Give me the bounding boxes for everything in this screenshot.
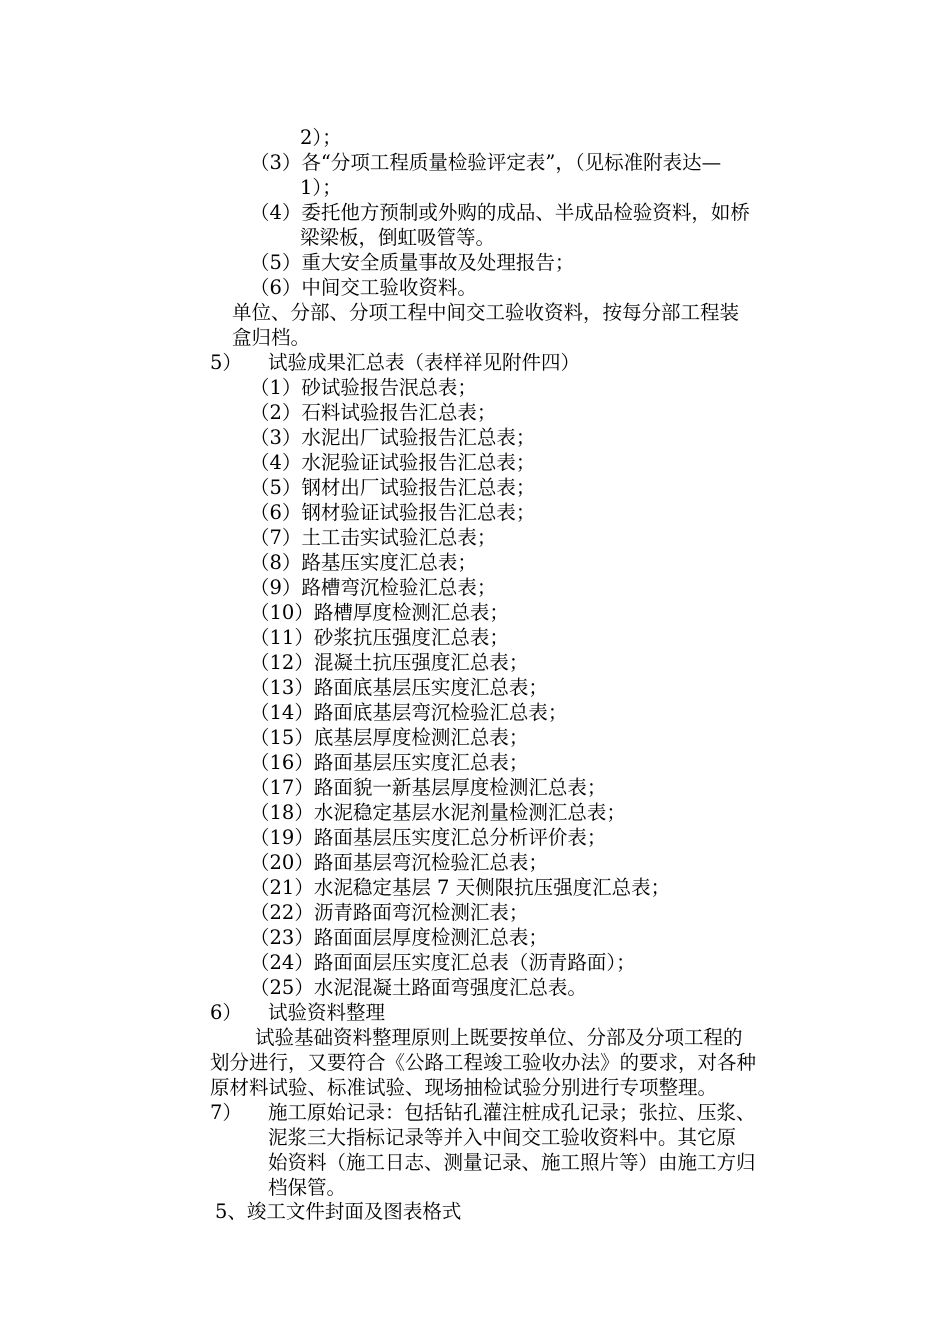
list-item: （10）路槽厚度检测汇总表； (250, 601, 509, 624)
list-item: （19）路面基层压实度汇总分析评价表； (250, 826, 607, 849)
list-item: （6）中间交工验收资料。 (250, 276, 477, 299)
list-item: （2）石料试验报告汇总表； (250, 401, 497, 424)
list-item: （7）土工击实试验汇总表； (250, 526, 497, 549)
paragraph-line: 施工原始记录：包括钻孔灌注桩成孔记录；张拉、压浆、 (268, 1101, 756, 1124)
paragraph-line: 试验基础资料整理原则上既要按单位、分部及分项工程的 (255, 1026, 743, 1049)
item-number: 7） (210, 1101, 242, 1124)
section-heading: 5、竣工文件封面及图表格式 (215, 1200, 462, 1223)
list-item: （16）路面基层压实度汇总表； (250, 751, 529, 774)
paragraph-line: 泥浆三大指标记录等并入中间交工验收资料中。其它原 (268, 1126, 737, 1149)
list-item: （9）路槽弯沉检验汇总表； (250, 576, 497, 599)
paragraph-line: 盒归档。 (232, 326, 311, 349)
item-number: 6） (210, 1001, 242, 1024)
paragraph-line: 划分进行，又要符合《公路工程竣工验收办法》的要求，对各种 (210, 1051, 757, 1074)
list-item-continuation: 1）； (300, 176, 342, 199)
item-number: 5） (210, 351, 242, 374)
list-item: （5）钢材出厂试验报告汇总表； (250, 476, 536, 499)
list-item: （21）水泥稳定基层 7 天侧限抗压强度汇总表； (250, 876, 671, 899)
list-item: （3）各“分项工程质量检验评定表”，（见标准附表达— (250, 151, 722, 174)
item-heading: 试验资料整理 (268, 1001, 386, 1024)
list-item: （23）路面面层厚度检测汇总表； (250, 926, 548, 949)
list-item: （5）重大安全质量事故及处理报告； (250, 251, 575, 274)
list-item: （18）水泥稳定基层水泥剂量检测汇总表； (250, 801, 626, 824)
list-item: （22）沥青路面弯沉检测汇表； (250, 901, 529, 924)
list-item: （15）底基层厚度检测汇总表； (250, 726, 529, 749)
list-item: （14）路面底基层弯沉检验汇总表； (250, 701, 568, 724)
list-item: （17）路面貌一新基层厚度检测汇总表； (250, 776, 607, 799)
list-item-continuation: 梁梁板，倒虹吸管等。 (300, 226, 496, 249)
paragraph-line: 档保管。 (268, 1176, 347, 1199)
list-item: （4）水泥验证试验报告汇总表； (250, 451, 536, 474)
list-item: （24）路面面层压实度汇总表（沥青路面）； (250, 951, 636, 974)
list-item: （8）路基压实度汇总表； (250, 551, 477, 574)
paragraph-line: 始资料（施工日志、测量记录、施工照片等）由施工方归 (268, 1151, 756, 1174)
list-item: （13）路面底基层压实度汇总表； (250, 676, 548, 699)
item-heading: 试验成果汇总表（表样祥见附件四） (268, 351, 581, 374)
list-item: （12）混凝土抗压强度汇总表； (250, 651, 529, 674)
list-item: （6）钢材验证试验报告汇总表； (250, 501, 536, 524)
paragraph-line: 单位、分部、分项工程中间交工验收资料，按每分部工程装 (232, 301, 740, 324)
list-item: （20）路面基层弯沉检验汇总表； (250, 851, 548, 874)
list-item: （11）砂浆抗压强度汇总表； (250, 626, 509, 649)
list-item: （1）砂试验报告泯总表； (250, 376, 477, 399)
list-item: （3）水泥出厂试验报告汇总表； (250, 426, 536, 449)
list-item: （25）水泥混凝土路面弯强度汇总表。 (250, 976, 587, 999)
paragraph-line: 原材料试验、标准试验、现场抽检试验分别进行专项整理。 (210, 1076, 718, 1099)
list-item-continuation: 2）； (300, 126, 342, 149)
list-item: （4）委托他方预制或外购的成品、半成品检验资料，如桥 (250, 201, 750, 224)
